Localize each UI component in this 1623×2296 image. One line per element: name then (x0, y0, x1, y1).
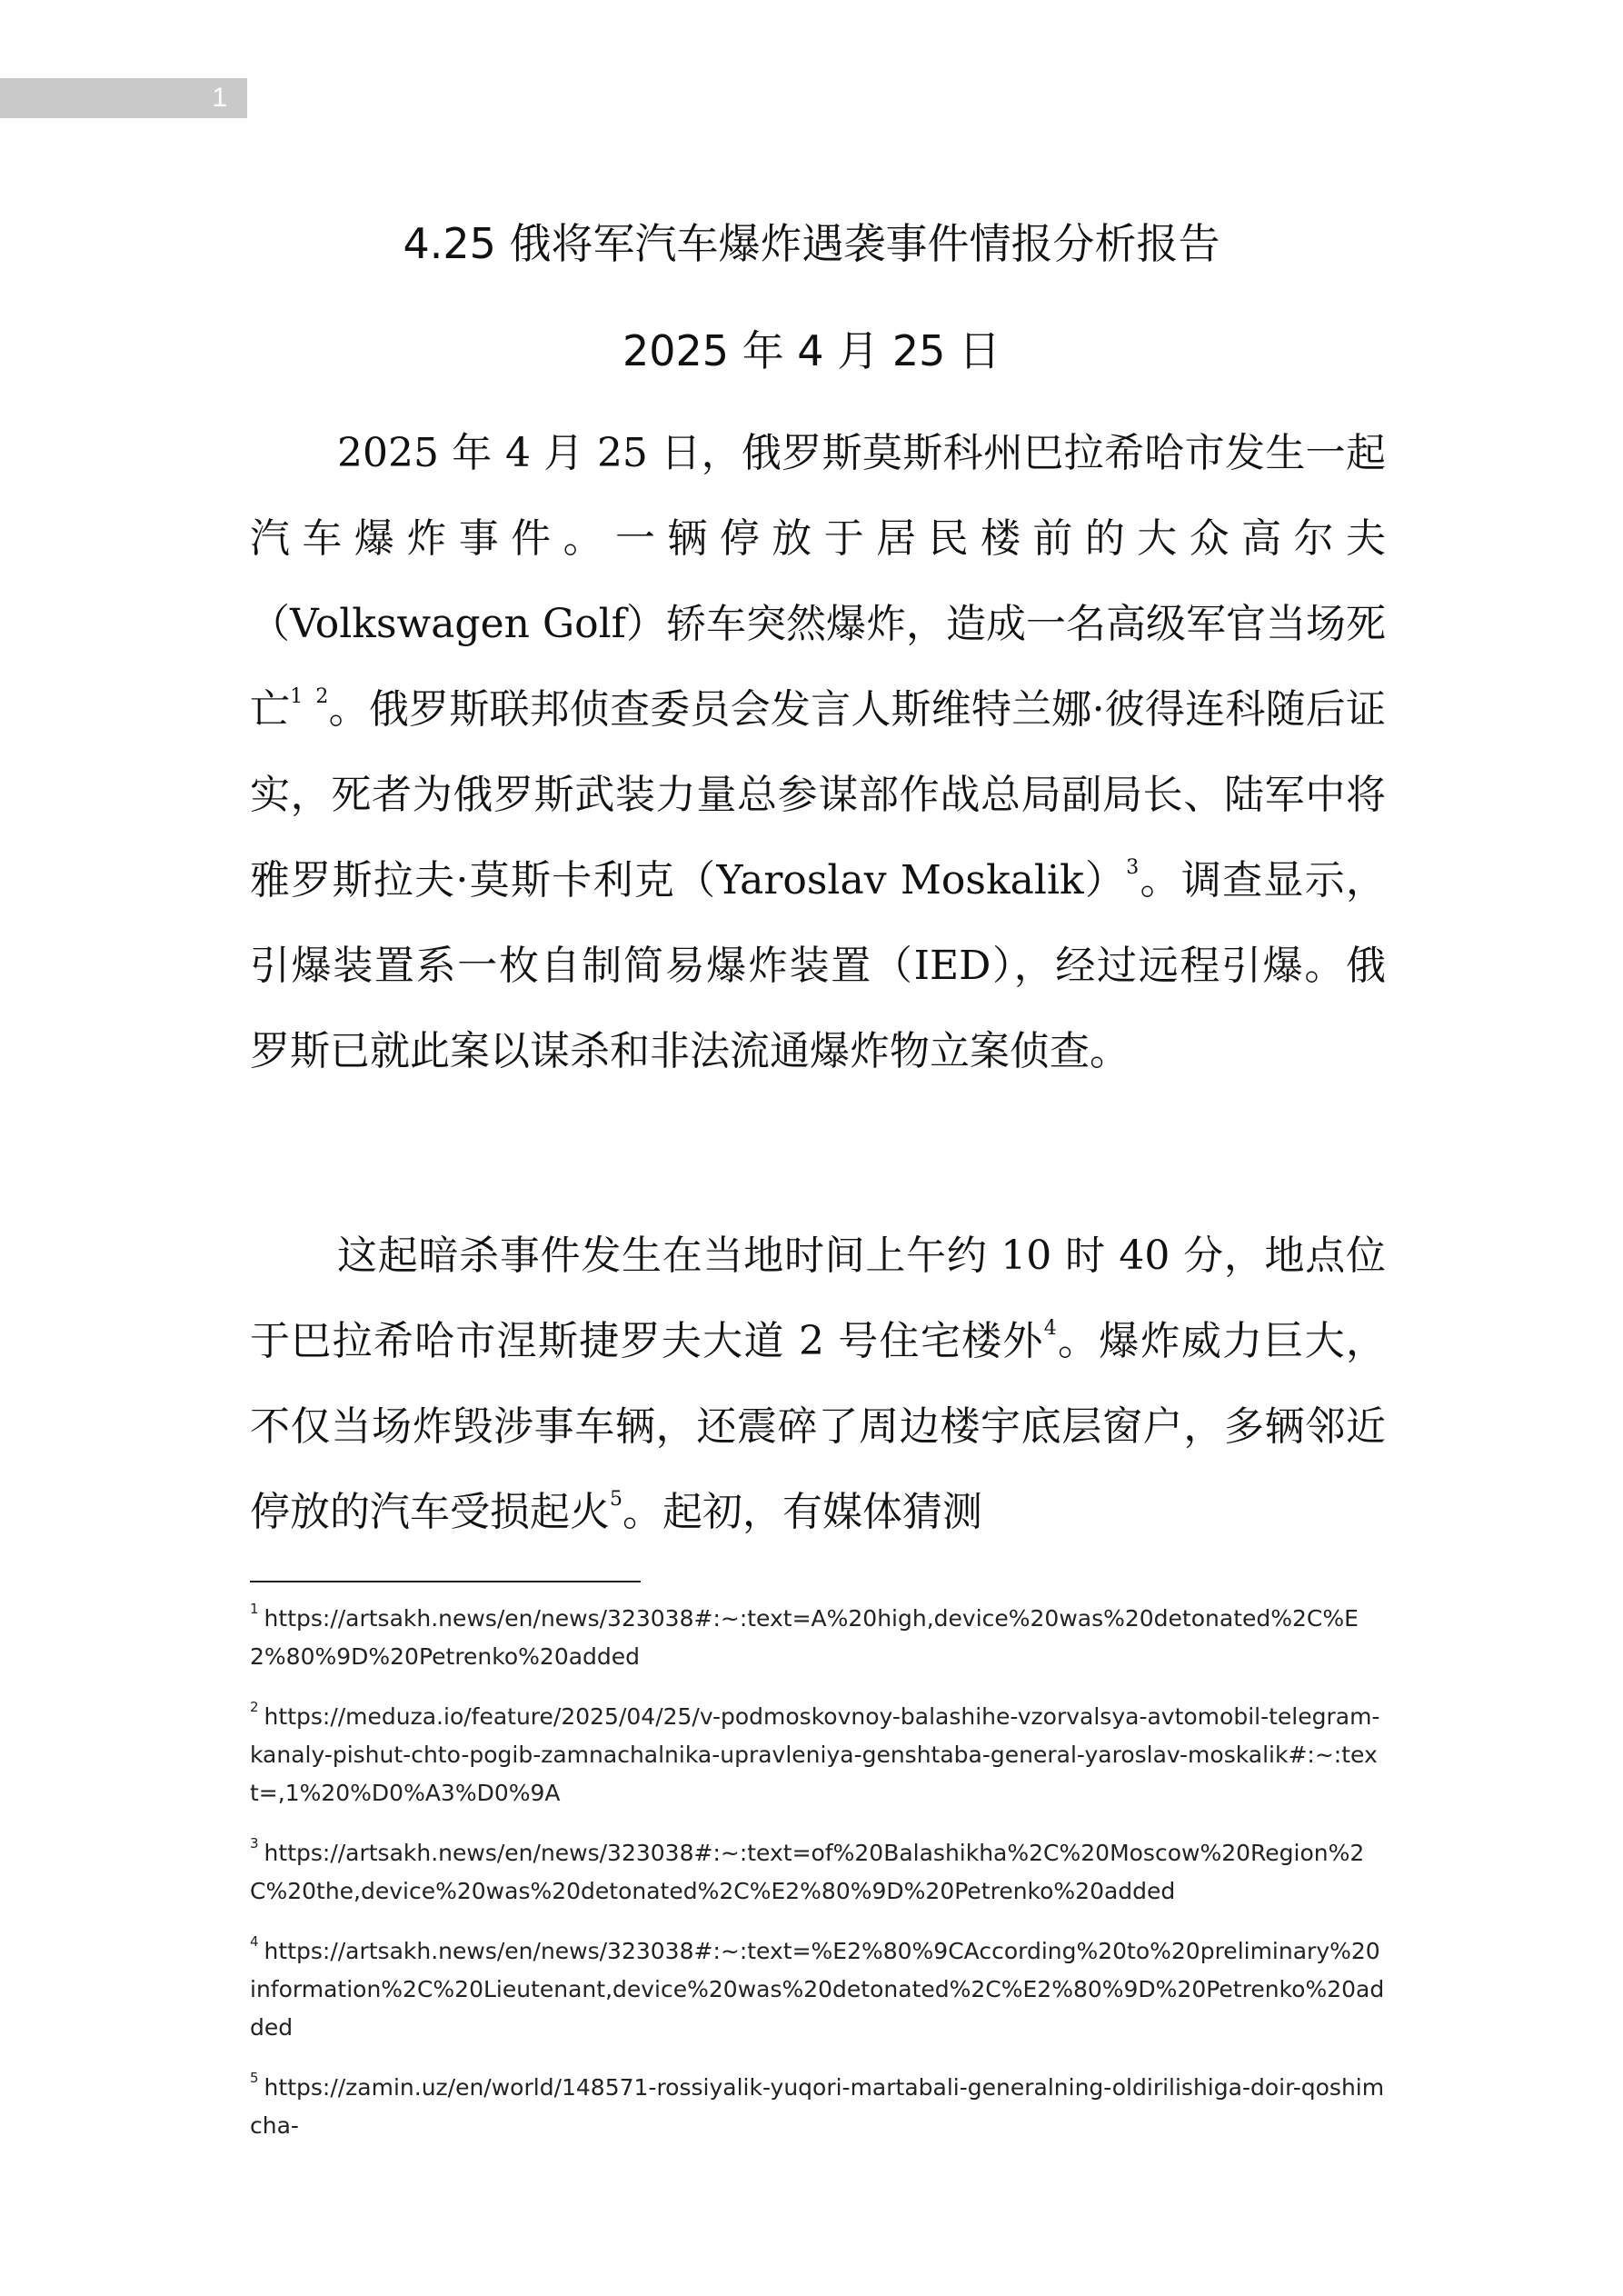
footnote-link[interactable]: https://artsakh.news/en/news/323038#:~:text=A%20high,device%20was%20detonated%2C%E2%80%9D%20Petrenko%20added (250, 1605, 1359, 1670)
footnote (250, 2069, 1386, 2145)
footnote-link[interactable]: https://zamin.uz/en/world/148571-rossiyalik-yuqori-martabali-generalning-oldirilishiga-doir-qoshimcha- (250, 2074, 1385, 2139)
footnote-ref[interactable]: 2 (315, 685, 329, 708)
footnote-ref[interactable]: 1 (290, 685, 304, 708)
footnote (250, 1932, 1386, 2047)
footnote-number: 2 (250, 1699, 259, 1715)
paragraph-text: 。起初，有媒体猜测 (622, 1489, 982, 1535)
footnote-link[interactable]: https://meduza.io/feature/2025/04/25/v-podmoskovnoy-balashihe-vzorvalsya-avtomobil-telegram-kanaly-pishut-chto-pogib-zamnachalnika-upravleniya-genshtaba-general-yaroslav-moskalik#:~:text=,1%20%D0%A3%D0%9A (250, 1703, 1380, 1806)
document-date: 2025 年 4 月 25 日 (622, 326, 1001, 375)
footnote-link[interactable]: https://artsakh.news/en/news/323038#:~:text=%E2%80%9CAccording%20to%20preliminary%20information%2C%20Lieutenant,device%20was%20detonated%2C%E2%80%9D%20Petrenko%20added (250, 1938, 1385, 2041)
footnote-number: 4 (250, 1933, 259, 1950)
footnote-ref[interactable]: 3 (1126, 856, 1140, 879)
paragraph-text: 。爆炸威力巨大，不仅当场炸毁涉事车辆，还震碎了周边楼宇底层窗户，多辆邻近停放的汽车受损起火 (250, 1318, 1386, 1535)
footnote-divider (250, 1581, 641, 1582)
footnote-number: 3 (250, 1835, 259, 1852)
footnote-ref[interactable]: 5 (610, 1488, 622, 1511)
paragraph-1 (250, 411, 1386, 1094)
footnote-link[interactable]: https://artsakh.news/en/news/323038#:~:text=of%20Balashikha%2C%20Moscow%20Region%2C%20the,device%20was%20detonated%2C%E2%80%9D%20Petrenko%20added (250, 1840, 1365, 1904)
footnotes (250, 1600, 1386, 2167)
footnote (250, 1698, 1386, 1812)
paragraph-text: 。调查显示，引爆装置系一枚自制简易爆炸装置（IED），经过远程引爆。俄罗斯已就此案以谋杀和非法流通爆炸物立案侦查。 (250, 857, 1386, 1074)
footnote (250, 1834, 1386, 1911)
footnote-number: 1 (250, 1601, 259, 1617)
paragraph-text: 。俄罗斯联邦侦查委员会发言人斯维特兰娜·彼得连科随后证实，死者为俄罗斯武装力量总参谋部作战总局副局长、陆军中将雅罗斯拉夫·莫斯卡利克（Yaroslav Moskalik） (250, 686, 1387, 903)
paragraph-2 (250, 1213, 1386, 1555)
page-number: 1 (0, 78, 247, 118)
paragraph-text: 这起暗杀事件发生在当地时间上午约 10 时 40 分，地点位于巴拉希哈市涅斯捷罗夫大道 2 号住宅楼外 (250, 1233, 1386, 1364)
footnote (250, 1600, 1386, 1676)
document-title: 4.25 俄将军汽车爆炸遇袭事件情报分析报告 (403, 219, 1220, 268)
paragraph-text: 2025 年 4 月 25 日，俄罗斯莫斯科州巴拉希哈市发生一起汽车爆炸事件。一辆停放于居民楼前的大众高尔夫（Volkswagen Golf）轿车突然爆炸，造成一名高级军官当场死亡 (250, 430, 1386, 733)
footnote-ref[interactable]: 4 (1043, 1317, 1057, 1340)
footnote-number: 5 (250, 2070, 259, 2086)
